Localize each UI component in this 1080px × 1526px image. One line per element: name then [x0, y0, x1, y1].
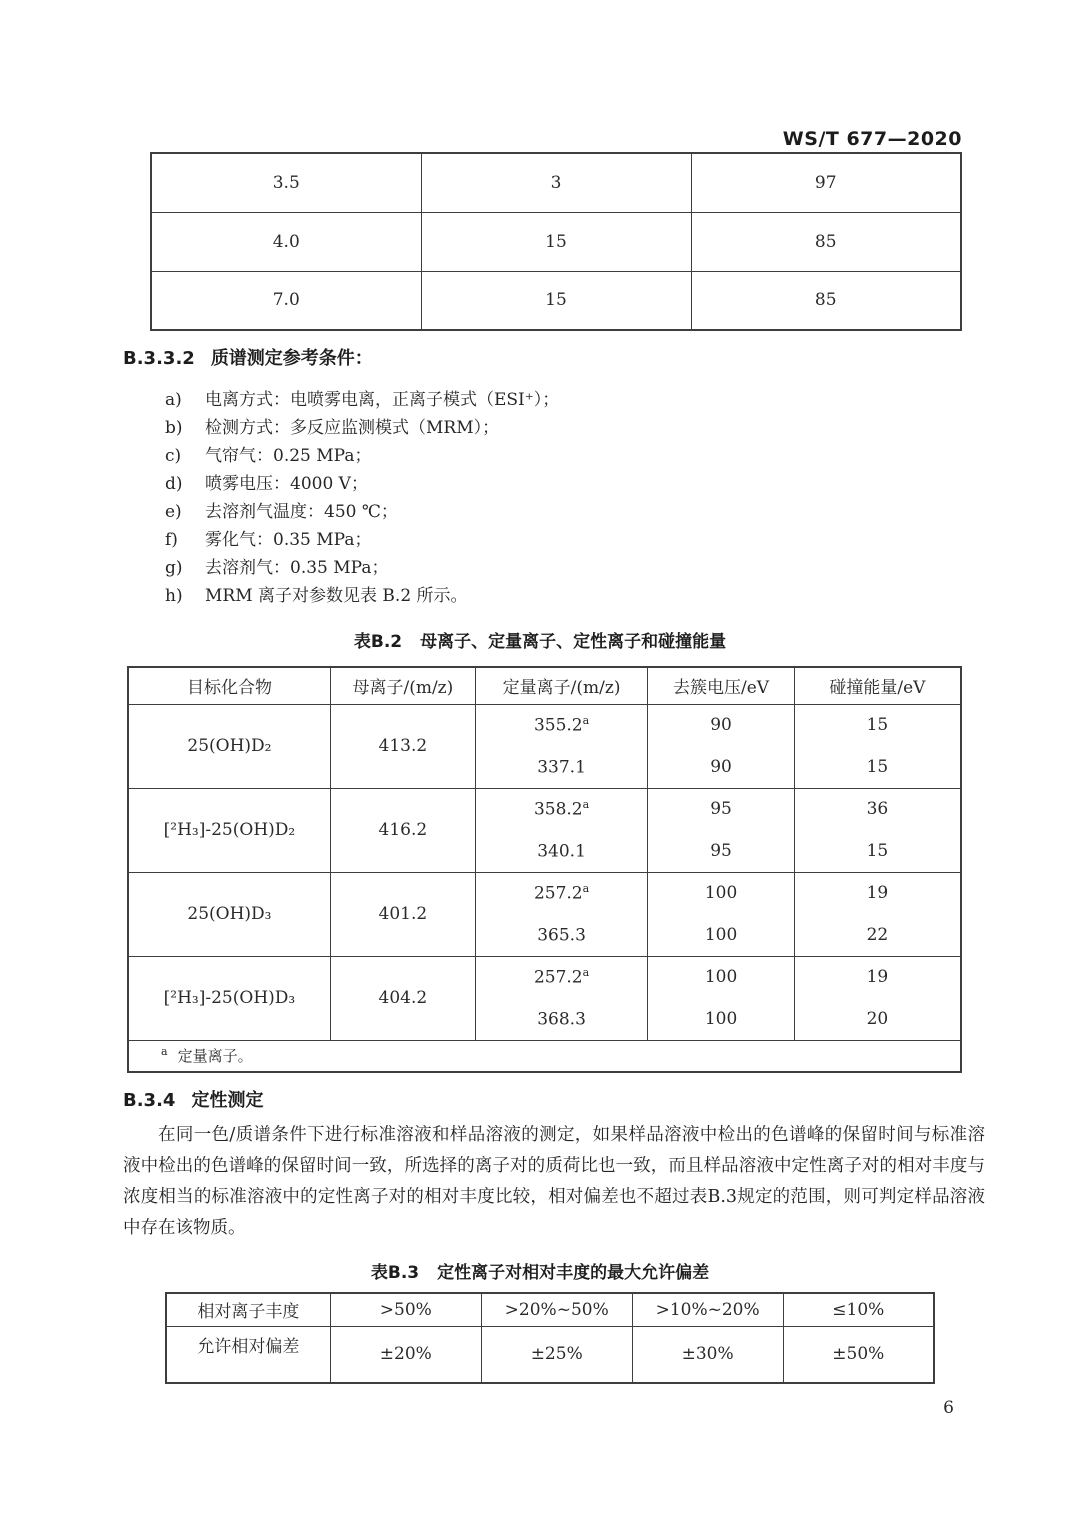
table-b3-caption-title: 定性离子对相对丰度的最大允许偏差 [437, 1263, 710, 1283]
compound-cell: [²H₃]-25(OH)D₂ [128, 788, 330, 872]
energy-cell: 15 [794, 746, 961, 788]
column-header: 去簇电压/eV [648, 667, 795, 704]
energy-cell: 22 [794, 914, 961, 956]
list-item-text: 去溶剂气：0.35 MPa； [205, 558, 389, 578]
column-header: 碰撞能量/eV [794, 667, 961, 704]
ion-cell [475, 872, 647, 914]
parent-ion-cell: 416.2 [330, 788, 475, 872]
table-row [166, 1326, 934, 1383]
table-cell: 3.5 [151, 153, 421, 212]
ion-cell [475, 830, 647, 872]
list-item [165, 526, 559, 554]
voltage-cell: 90 [648, 746, 795, 788]
section-title: 质谱测定参考条件： [210, 348, 373, 369]
section-number: B.3.3.2 [123, 348, 195, 369]
list-item-marker: g) [165, 558, 183, 578]
ion-cell [475, 788, 647, 830]
voltage-cell: 95 [648, 830, 795, 872]
table-header-row [128, 667, 961, 704]
quantifier-sup: a [582, 714, 590, 728]
footnote-marker: a [161, 1045, 168, 1059]
list-item [165, 414, 559, 442]
table-cell: 85 [691, 271, 961, 330]
table-row [128, 704, 961, 746]
table-cell: ±50% [783, 1326, 934, 1383]
gradient-continuation-table [150, 152, 962, 331]
ion-value: 257.2 [533, 968, 583, 989]
table-b2-caption-title: 母离子、定量离子、定性离子和碰撞能量 [420, 632, 727, 652]
ion-value: 337.1 [537, 757, 586, 778]
table-cell: 15 [421, 271, 691, 330]
table-cell: 3 [421, 153, 691, 212]
section-number: B.3.4 [123, 1090, 176, 1111]
table-b2-caption-number: 表B.2 [353, 632, 403, 652]
energy-cell: 36 [794, 788, 961, 830]
table-b3-caption-number: 表B.3 [370, 1263, 420, 1283]
energy-cell: 20 [794, 998, 961, 1040]
list-item [165, 442, 559, 470]
page-number: 6 [943, 1398, 954, 1418]
table-cell: 15 [421, 212, 691, 271]
table-cell: 7.0 [151, 271, 421, 330]
list-item-marker: c) [165, 446, 182, 466]
list-item-text: 气帘气：0.25 MPa； [205, 446, 372, 466]
table-b2-caption [0, 627, 1080, 652]
energy-cell: 19 [794, 956, 961, 998]
ion-value: 340.1 [537, 841, 586, 862]
list-item-marker: e) [165, 502, 182, 522]
list-item [165, 582, 559, 610]
list-item-marker: b) [165, 418, 183, 438]
energy-cell: 15 [794, 704, 961, 746]
table-row [151, 153, 961, 212]
compound-cell: 25(OH)D₂ [128, 704, 330, 788]
compound-cell: [²H₃]-25(OH)D₃ [128, 956, 330, 1040]
column-header: 定量离子/(m/z) [475, 667, 647, 704]
column-header: 目标化合物 [128, 667, 330, 704]
ion-value: 358.2 [533, 800, 583, 821]
table-b3-caption [0, 1258, 1080, 1283]
quantifier-sup: a [582, 966, 590, 980]
ion-value: 355.2 [533, 716, 583, 737]
list-item-text: 喷雾电压：4000 V； [205, 474, 368, 494]
table-cell: >50% [330, 1293, 481, 1326]
list-item-text: MRM 离子对参数见表 B.2 所示。 [205, 586, 468, 606]
table-row [128, 872, 961, 914]
list-item-text: 去溶剂气温度：450 ℃； [205, 502, 398, 522]
voltage-cell: 100 [648, 914, 795, 956]
ion-value: 257.2 [533, 884, 583, 905]
voltage-cell: 100 [648, 956, 795, 998]
list-item [165, 386, 559, 414]
list-item [165, 470, 559, 498]
list-item-marker: f) [165, 530, 178, 550]
footnote-cell [128, 1040, 961, 1072]
list-item-text: 电离方式：电喷雾电离，正离子模式（ESI⁺）； [205, 390, 560, 410]
table-cell: ±20% [330, 1326, 481, 1383]
table-footnote-row [128, 1040, 961, 1072]
quantifier-sup: a [582, 798, 590, 812]
section-heading-b34 [123, 1086, 263, 1112]
ion-cell [475, 998, 647, 1040]
list-item [165, 498, 559, 526]
standard-number: WS/T 677—2020 [782, 128, 962, 150]
max-deviation-table [165, 1292, 935, 1384]
list-item-text: 雾化气：0.35 MPa； [205, 530, 372, 550]
table-row [128, 788, 961, 830]
parent-ion-cell: 413.2 [330, 704, 475, 788]
list-item [165, 554, 559, 582]
list-item-marker: a) [165, 390, 182, 410]
section-title: 定性测定 [191, 1090, 264, 1111]
voltage-cell: 95 [648, 788, 795, 830]
ion-value: 365.3 [537, 925, 586, 946]
ion-cell [475, 704, 647, 746]
compound-cell: 25(OH)D₃ [128, 872, 330, 956]
energy-cell: 19 [794, 872, 961, 914]
ion-value: 368.3 [537, 1009, 586, 1030]
ion-cell [475, 914, 647, 956]
parent-ion-cell: 401.2 [330, 872, 475, 956]
qualitative-determination-paragraph: 在同一色/质谱条件下进行标准溶液和样品溶液的测定，如果样品溶液中检出的色谱峰的保留时间与标准溶液中检出的色谱峰的保留时间一致，所选择的离子对的质荷比也一致，而且样品溶液中定性离子对的相对丰度与浓度相当的标准溶液中的定性离子对的相对丰度比较，相对偏差也不超过表B.3规定的范围，则可判定样品溶液中存在该物质。 [123, 1125, 985, 1238]
ion-cell [475, 956, 647, 998]
table-cell: 97 [691, 153, 961, 212]
voltage-cell: 100 [648, 872, 795, 914]
row-label: 允许相对偏差 [166, 1326, 330, 1383]
table-row [151, 212, 961, 271]
parent-ion-cell: 404.2 [330, 956, 475, 1040]
table-cell: >20%~50% [481, 1293, 632, 1326]
mrm-parameters-table [127, 666, 962, 1073]
table-cell: 4.0 [151, 212, 421, 271]
list-item-marker: d) [165, 474, 183, 494]
ion-cell [475, 746, 647, 788]
table-cell: 85 [691, 212, 961, 271]
ms-reference-conditions-list [165, 386, 559, 610]
energy-cell: 15 [794, 830, 961, 872]
table-cell: ±25% [481, 1326, 632, 1383]
footnote-text: 定量离子。 [177, 1047, 253, 1066]
list-item-text: 检测方式：多反应监测模式（MRM）； [205, 418, 500, 438]
column-header: 母离子/(m/z) [330, 667, 475, 704]
row-label: 相对离子丰度 [166, 1293, 330, 1326]
table-row [166, 1293, 934, 1326]
voltage-cell: 100 [648, 998, 795, 1040]
quantifier-sup: a [582, 882, 590, 896]
list-item-marker: h) [165, 586, 183, 606]
section-heading-b332 [123, 344, 373, 370]
table-row [151, 271, 961, 330]
table-cell: ±30% [632, 1326, 783, 1383]
voltage-cell: 90 [648, 704, 795, 746]
table-cell: >10%~20% [632, 1293, 783, 1326]
table-row [128, 956, 961, 998]
table-cell: ≤10% [783, 1293, 934, 1326]
